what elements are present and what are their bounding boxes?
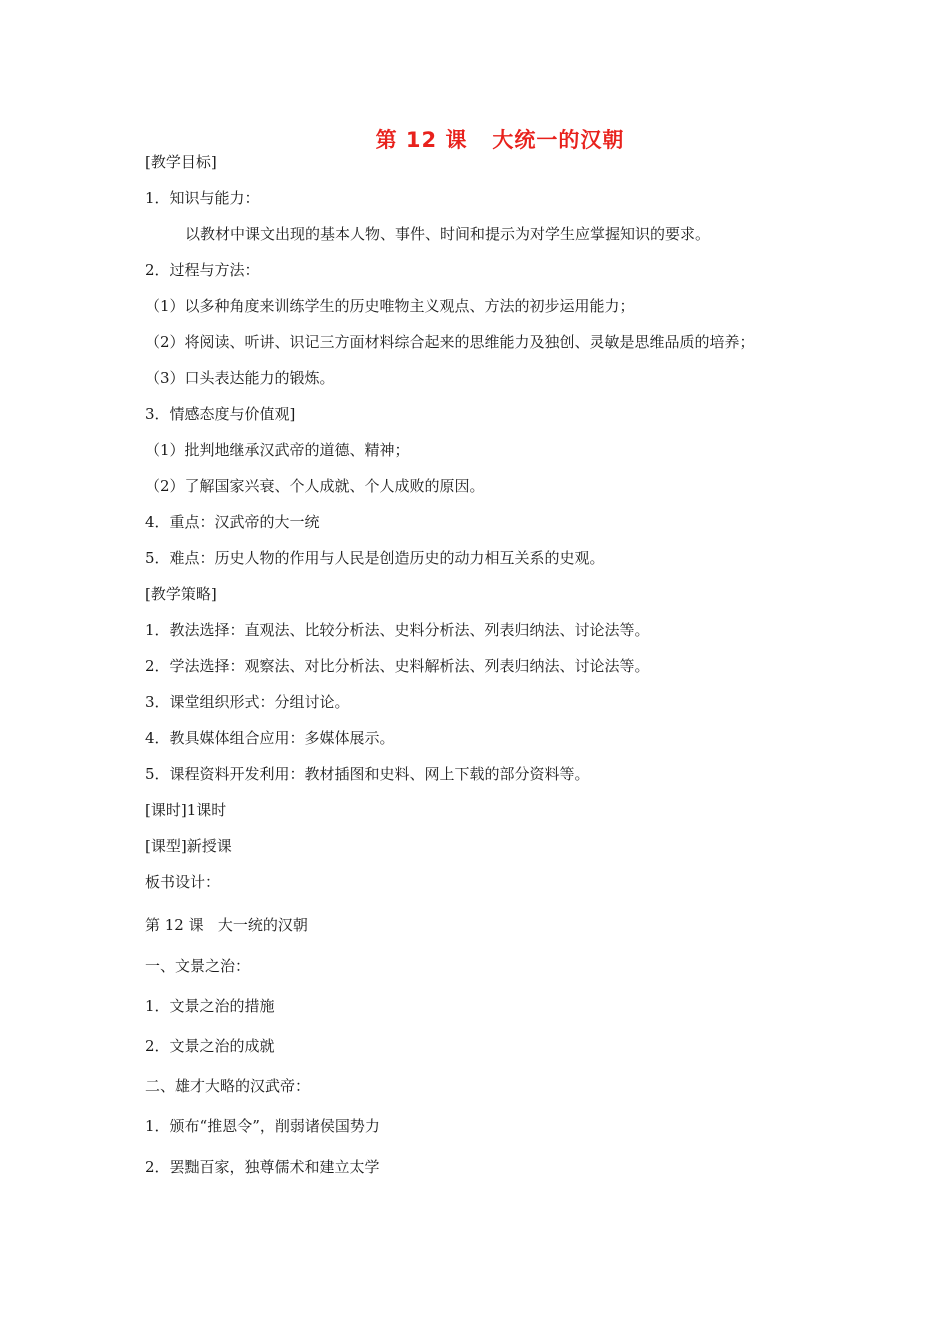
- emotion-heading: 3．情感态度与价值观]: [145, 405, 296, 423]
- process-item-1: （1）以多种角度来训练学生的历史唯物主义观点、方法的初步运用能力；: [145, 297, 635, 315]
- knowledge-heading: 1．知识与能力：: [145, 189, 260, 207]
- board-section-1-item-1: 1．文景之治的措施: [145, 997, 275, 1015]
- class-hours: [课时]1课时: [145, 801, 227, 819]
- board-title: 第 12 课 大一统的汉朝: [145, 916, 308, 934]
- process-item-3: （3）口头表达能力的锻炼。: [145, 369, 335, 387]
- strategy-item-3: 3．课堂组织形式：分组讨论。: [145, 693, 350, 711]
- emotion-item-1: （1）批判地继承汉武帝的道德、精神；: [145, 441, 410, 459]
- strategy-item-5: 5．课程资料开发利用：教材插图和史料、网上下载的部分资料等。: [145, 765, 590, 783]
- strategy-item-4: 4．教具媒体组合应用：多媒体展示。: [145, 729, 395, 747]
- board-section-2: 二、雄才大略的汉武帝：: [145, 1077, 311, 1095]
- board-section-1-item-2: 2．文景之治的成就: [145, 1037, 275, 1055]
- strategy-heading: [教学策略]: [145, 585, 217, 603]
- board-section-2-item-2: 2．罢黜百家，独尊儒术和建立太学: [145, 1158, 380, 1176]
- goals-heading: [教学目标]: [145, 153, 217, 171]
- board-design-label: 板书设计：: [145, 873, 221, 891]
- board-section-2-item-1: 1．颁布“推恩令”，削弱诸侯国势力: [145, 1117, 380, 1135]
- class-type: [课型]新授课: [145, 837, 232, 855]
- strategy-item-2: 2．学法选择：观察法、对比分析法、史料解析法、列表归纳法、讨论法等。: [145, 657, 650, 675]
- key-point: 4．重点：汉武帝的大一统: [145, 513, 320, 531]
- process-heading: 2．过程与方法：: [145, 261, 260, 279]
- process-item-2: （2）将阅读、听讲、识记三方面材料综合起来的思维能力及独创、灵敏是思维品质的培养；: [145, 333, 755, 351]
- knowledge-text: 以教材中课文出现的基本人物、事件、时间和提示为对学生应掌握知识的要求。: [185, 225, 711, 243]
- strategy-item-1: 1．教法选择：直观法、比较分析法、史料分析法、列表归纳法、讨论法等。: [145, 621, 650, 639]
- board-section-1: 一、文景之治：: [145, 957, 251, 975]
- emotion-item-2: （2）了解国家兴衰、个人成就、个人成败的原因。: [145, 477, 485, 495]
- difficult-point: 5．难点：历史人物的作用与人民是创造历史的动力相互关系的史观。: [145, 549, 605, 567]
- page-title: 第 12 课 大统一的汉朝: [375, 128, 625, 152]
